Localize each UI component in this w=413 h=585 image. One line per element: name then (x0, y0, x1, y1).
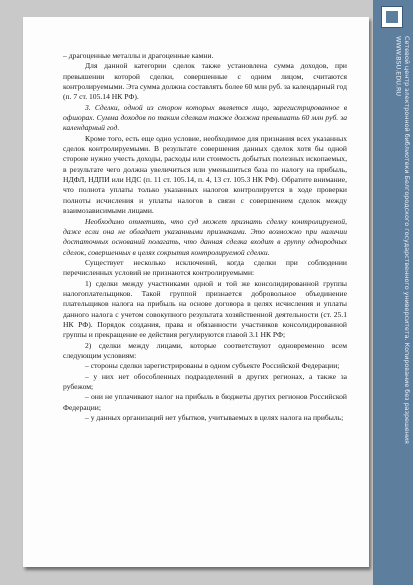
paragraph: Существует несколько исключений, когда сделки при соблюдении перечисленных условий не признаются контролируемыми: (63, 257, 347, 278)
paragraph: – они не уплачивают налог на прибыль в бюджеты других регионов Российской Федерации; (63, 392, 347, 412)
paragraph: – у данных организаций нет убытков, учитываемых в целях налога на прибыль; (85, 413, 344, 423)
paragraph: Кроме того, есть еще одно условие, необходимое для признания всех указанных сделок контролируемыми. В результате совершения данных сделок хотя бы одной стороне нужно учесть доходы, расходы или стоимость добытых полезных ископаемых, в результате чего должна увеличиться или уменьшиться база по налогу на прибыль, НДФЛ, НДПИ или НДС (п. 11 ст. 105.14, п. 4, 13 ст. 105.3 НК РФ). Обратите внимание, что полнота уплаты только указанных налогов контролируется в ходе проверки полноты исчисления и уплаты налогов в связи с совершением сделок между взаимозависимыми лицами. (63, 133, 347, 216)
paragraph: – драгоценные металлы и драгоценные камни. (63, 51, 214, 60)
banner-line-1: Сетевой центр электронной библиотеки Белгородского государственного университета. Копирование без разрешения (403, 36, 411, 444)
paragraph: Для данной категории сделок также установлена сумма доходов, при превышении которой сделки, совершенные с одним лицом, считаются контролируемыми. Эта сумма должна составлять более 60 млн руб. за календарный год (п. 7 ст. 105.14 НК РФ). (63, 61, 347, 102)
banner-text (377, 36, 411, 576)
paragraph: 3. Сделки, одной из сторон которых является лицо, зарегистрированное в офшорах. Сумма доходов по таким сделкам также должна превышать 60 млн руб. за календарный год. (63, 102, 347, 133)
library-logo-icon (381, 6, 403, 28)
paragraph: – у них нет обособленных подразделений в других регионах, а также за рубежом; (63, 371, 347, 391)
paragraph: 2) сделки между лицами, которые соответствуют одновременно всем следующим условиям: (63, 340, 347, 360)
paragraph: – стороны сделки зарегистрированы в одном субъекте Российской Федерации; (85, 361, 340, 371)
document-page (23, 17, 369, 567)
library-side-banner (373, 0, 413, 585)
page-text (63, 51, 347, 423)
paragraph: 1) сделки между участниками одной и той же консолидированной группы налогоплательщиков. Такой группой признается добровольное объединение плательщиков налога на прибыль на основе договора в целях исчисления и уплаты данного налога с учетом совокупного результата хозяйственной деятельности (ст. 25.1 НК РФ). Порядок создания, права и обязанности участников консолидированной группы и прекращение ее действия регулируются главой 3.1 НК РФ; (63, 278, 347, 340)
banner-line-2[interactable]: WWW.BSU.EDU.RU (394, 36, 403, 97)
paragraph: Необходимо отметить, что суд может признать сделку контролируемой, даже если она не обладает указанными признаками. Это возможно при наличии достаточных оснований полагать, что данная сделка входит в группу однородных сделок, совершенных в целях сокрытия контролируемой сделки. (63, 216, 347, 257)
